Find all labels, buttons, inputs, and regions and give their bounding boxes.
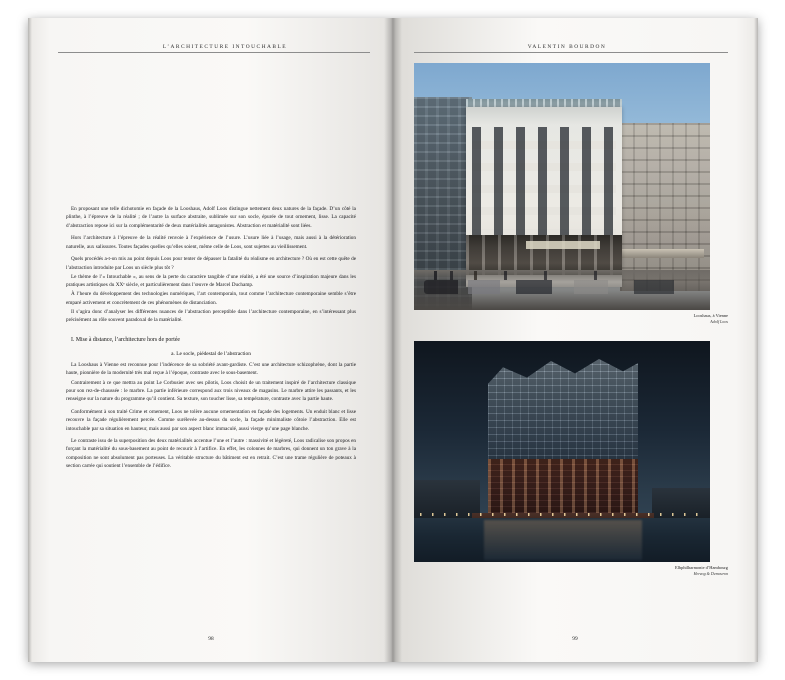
paragraph: Le thème de l’« Intouchable », au sens de la perte du caractère tangible d’une réalité, a été une source d’inspiration majeure dans les pratiques artistiques du XXᵉ siècle, et particulièrement dans l’œuvre de Marcel Duchamp. (66, 273, 356, 289)
parked-cars (424, 280, 700, 294)
subsection-title: a. Le socle, piédestal de l’abstraction (171, 350, 251, 357)
right-page (392, 18, 758, 662)
book-spread (28, 18, 758, 662)
water-reflection (484, 520, 642, 560)
window-grid (472, 127, 616, 235)
header-rule-right (414, 52, 728, 53)
figure-caption: Elbphilharmonie d’Hambourg (675, 564, 728, 570)
paragraph: Il s’agira donc d’analyser les différentes nuances de l’abstraction perceptible dans l’architecture contemporaine, en s’intéressant plus précisément au rôle souvent paradoxal de la matérialité. (66, 309, 356, 324)
figure-looshaus (414, 63, 728, 325)
paragraph: Contrairement à ce que mettra au point Le Corbusier avec ses pilotis, Loos choisit de un traitement inspiré de l’architecture classique pour son rez-de-chaussée : le marbre. La partie inférieure correspond aux trois niveaux de magasins. Le marbre attire les passants, et les renseigne sur la nature du programme qu’il contient. Sa texture, son toucher lisse, sa température, contraste avec la partie haute. (66, 379, 356, 403)
pedestrians (434, 271, 684, 280)
paragraph: En proposant une telle dichotomie en façade de la Looshaus, Adolf Loos distingue nettement deux natures de la façade. D’un côté la plinthe, à l’épreuve de la réalité ; de l’autre la surface abstraite, sublimée sur son socle, épurée de tout ornement, lisse. La capacité d’abstraction repose ici sur la complémentarité de deux matérialités antagonistes. Abstraction et matérialité sont liées. (66, 206, 356, 229)
page-edge-shadow-right (754, 18, 758, 662)
figure-credit: Adolf Loos (710, 319, 728, 325)
figure-caption: Looshaus, à Vienne (693, 313, 728, 318)
running-head-right: VALENTIN BOURDON (527, 44, 607, 50)
page-number-left: 98 (208, 636, 214, 642)
awning (622, 249, 704, 258)
photo-looshaus-image (414, 63, 710, 310)
paragraph: Hors l’architecture à l’épreuve de la réalité renvoie à l’expérience de l’usure. L’usure liée à l’usage, mais aussi à la détérioration naturelle, aux salissures. Toutes façades quelles qu’elles soient, même celle de Loos, sont sujettes au vieillissement. (66, 235, 356, 250)
shopfront-sign (526, 241, 600, 249)
page-number-right: 99 (572, 636, 578, 642)
left-text-column (66, 205, 356, 471)
figure-elbphilharmonie (414, 341, 728, 577)
page-edge-shadow-left (28, 18, 32, 662)
paragraph: Quels procédés a-t-on mis au point depuis Loos pour tenter de dépasser la fatalité du réalisme en architecture ? Où en est cette quête de l’abstraction introduite par Loos un siècle plus tôt ? (66, 256, 356, 271)
running-head-left: L’ARCHITECTURE INTOUCHABLE (162, 44, 288, 50)
paragraph: Conformément à son traité Crime et ornement, Loos ne tolère aucune ornementation en façade des logements. Un enduit blanc et lisse recouvre la façade régulièrement percée. Comme surélevée au-dessus du socle, la façade minimaliste côtoie l’abstraction. Elle est intouchable par sa situation en hauteur, mais aussi par son aspect blanc immaculé, aussi vierge qu’une page blanche. (66, 408, 356, 432)
left-page (28, 18, 392, 662)
glass-crown (488, 357, 638, 461)
paragraph: La Looshaus à Vienne est reconnue pour l’indécence de sa sobriété avant-gardiste. C’est une architecture schizophrène, dont la partie haute, pionnière de la modernité très mal reçue à l’époque, contraste avec le sous-basement. (66, 361, 356, 377)
section-title: I. Mise à distance, l’architecture hors de portée (71, 336, 180, 343)
header-rule-left (58, 52, 370, 53)
figure-credit: Herzog & Demeuron (693, 571, 728, 577)
quay-lights (420, 513, 704, 516)
photo-elbphilharmonie-image (414, 341, 710, 562)
paragraph: Le contraste issu de la superposition des deux matérialités accentue l’une et l’autre : massivité et légèreté, Loos radicalise son propos en forçant la matérialité du sous-basement au point de recourir à l’artifice. En effet, les colonnes de marbres, qui donnent un ton grave à la composition ne sont absolument pas porteuses. La véritable structure du bâtiment est en retrait. C’est une trame régulière de poteaux à section carrée qui soutient l’ensemble de l’édifice. (66, 438, 356, 470)
adjacent-building-right (620, 123, 710, 291)
paragraph: À l’heure du développement des technologies numériques, l’art contemporain, tout comme l’architecture contemporaine semble s’être emparé activement et concrètement de ces phénomènes de distanciation. (66, 291, 356, 306)
